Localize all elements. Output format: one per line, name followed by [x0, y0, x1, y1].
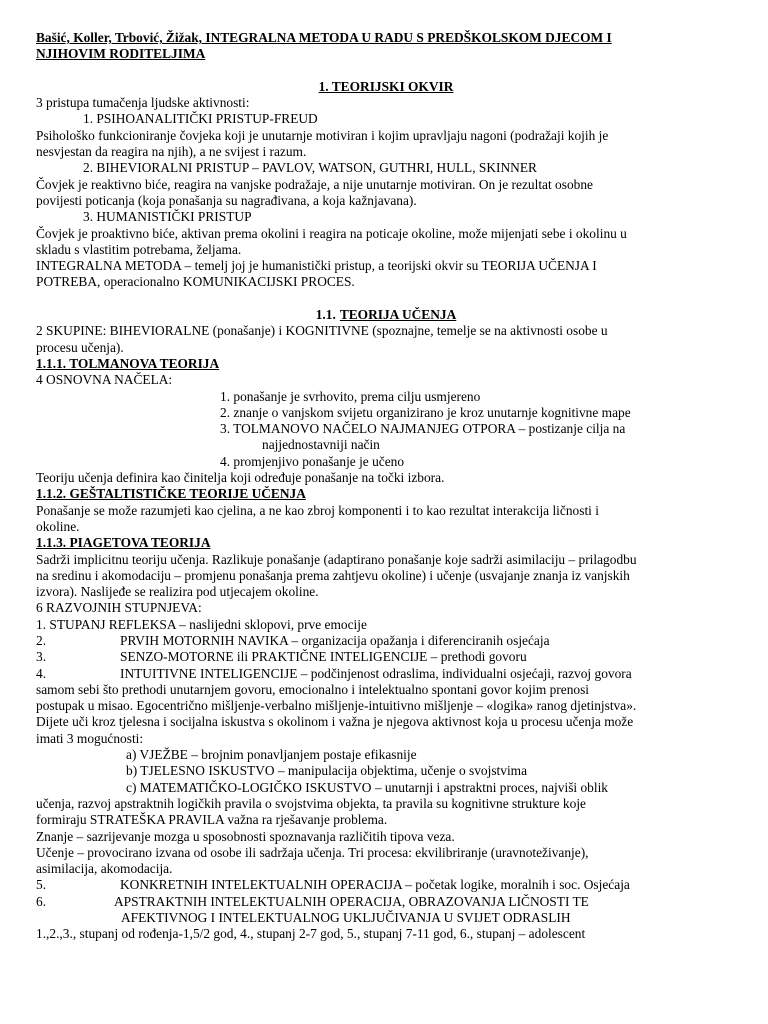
paragraph-line: 4 OSNOVNA NAČELA:	[36, 372, 173, 388]
list-item: 1. ponašanje je svrhovito, prema cilju usmjereno	[220, 388, 481, 404]
list-item: c) MATEMATIČKO-LOGIČKO ISKUSTVO – unutarnji i apstraktni proces, najviši oblik	[126, 779, 609, 795]
paragraph-line: 6 RAZVOJNIH STUPNJEVA:	[36, 600, 202, 616]
stage-number: 4.	[36, 665, 47, 681]
document-header-line-2: NJIHOVIM RODITELJIMA	[36, 46, 206, 62]
stage-text: INTUITIVNE INTELIGENCIJE – podčinjenost odraslima, individualni osjećaji, razvoj govora	[120, 665, 632, 681]
document-header-line-1: Bašić, Koller, Trbović, Žižak, INTEGRALNA METODA U RADU S PREDŠKOLSKOM DJECOM I	[36, 30, 612, 45]
paragraph-line: Ponašanje se može razumjeti kao cjelina, a ne kao zbroj komponenti i to kao rezultat interakcija ličnosti i	[36, 502, 599, 518]
paragraph-line: izvora). Naslijeđe se realizira pod utjecajem okoline.	[36, 584, 319, 600]
list-item: 2. znanje o vanjskom svijetu organizirano je kroz unutarnje kognitivne mape	[220, 404, 631, 420]
approach-title-humanisticki: 3. HUMANISTIČKI PRISTUP	[83, 209, 252, 225]
list-item: a) VJEŽBE – brojnim ponavljanjem postaje efikasnije	[126, 747, 417, 763]
paragraph-line: Znanje – sazrijevanje mozga u sposobnosti spoznavanja različitih tipova veza.	[36, 828, 455, 844]
paragraph-line: formiraju STRATEŠKA PRAVILA važna ra rješavanje problema.	[36, 812, 388, 828]
stage-text: APSTRAKTNIH INTELEKTUALNIH OPERACIJA, OBRAZOVANJA LIČNOSTI TE	[114, 893, 589, 909]
paragraph-line: Sadrži implicitnu teoriju učenja. Razlikuje ponašanje (adaptirano ponašanje koje sadrži asimilaciju – prilagodbu	[36, 551, 637, 567]
paragraph-line: nesvjestan da reagira na njih), a ne svijest i razum.	[36, 144, 307, 160]
paragraph-line: asimilacija, akomodacija.	[36, 861, 173, 877]
list-item-continuation: najjednostavniji način	[262, 437, 380, 453]
paragraph-line: 2 SKUPINE: BIHEVIORALNE (ponašanje) i KOGNITIVNE (spoznajne, temelje se na aktivnosti osobe u	[36, 323, 608, 339]
stage-number: 2.	[36, 632, 47, 648]
paragraph-line: Dijete uči kroz tjelesna i socijalna iskustva s okolinom i važna je njegova aktivnost koja u procesu učenja može	[36, 714, 634, 730]
paragraph-line: Čovjek je proaktivno biće, aktivan prema okolini i reagira na poticaje okoline, može mijenjati sebe i okolinu u	[36, 225, 627, 241]
stage-item	[36, 894, 736, 910]
paragraph-line: Učenje – provocirano izvana od osobe ili sadržaja učenja. Tri procesa: ekvilibriranje (uravnoteživanje),	[36, 844, 589, 860]
spacer	[36, 291, 736, 307]
stage-number: 5.	[36, 877, 47, 893]
approach-title-psihoanaliticki: 1. PSIHOANALITIČKI PRISTUP-FREUD	[83, 111, 318, 127]
section-title-tolmanova-teorija: 1.1.1. TOLMANOVA TEORIJA	[36, 355, 220, 371]
paragraph-line: 1.,2.,3., stupanj od rođenja-1,5/2 god, 4., stupanj 2-7 god, 5., stupanj 7-11 god, 6., stupanj – adolescent	[36, 926, 586, 942]
paragraph-line: skladu s vlastitim potrebama, željama.	[36, 241, 242, 257]
paragraph-line: učenja, razvoj apstraktnih logičkih pravila o svojstvima objekta, ta pravila su kognitivne strukture koje	[36, 795, 586, 811]
section-title-text: TEORIJA UČENJA	[339, 307, 457, 323]
stage-continuation: AFEKTIVNOG I INTELEKTUALNOG UKLJUČIVANJA U SVIJET ODRASLIH	[121, 910, 571, 926]
stage-number: 3.	[36, 649, 47, 665]
stage-item	[36, 877, 736, 893]
paragraph-line: samom sebi što prethodi unutarnjem govoru, emocionalno i intelektualno spontani govor kojim prenosi	[36, 681, 590, 697]
section-title-teorija-ucenja	[36, 307, 736, 323]
stage-item	[36, 633, 736, 649]
paragraph-line: 3 pristupa tumačenja ljudske aktivnosti:	[36, 95, 250, 111]
list-item: 3. TOLMANOVO NAČELO NAJMANJEG OTPORA – postizanje cilja na	[220, 421, 626, 437]
stage-text: PRVIH MOTORNIH NAVIKA – organizacija opažanja i diferenciranih osjećaja	[120, 632, 550, 648]
paragraph-line: Teoriju učenja definira kao činitelja koji određuje ponašanje na točki izbora.	[36, 470, 445, 486]
paragraph-line: povijesti poticanja (koja ponašanja su nagrađivana, a koja kažnjavana).	[36, 192, 417, 208]
paragraph-line: Čovjek je reaktivno biće, reagira na vanjske podražaje, a nije unutarnje motiviran. On je rezultat osobne	[36, 176, 593, 192]
stage-text: KONKRETNIH INTELEKTUALNIH OPERACIJA – početak logike, moralnih i soc. Osjećaja	[120, 877, 630, 893]
paragraph-line: na sredinu i akomodaciju – promjenu ponašanja prema zahtjevu okoline) i učenje (usvajanje znanja iz vanjskih	[36, 567, 630, 583]
paragraph-line: imati 3 mogućnosti:	[36, 730, 144, 746]
list-item: 4. promjenjivo ponašanje je učeno	[220, 453, 405, 469]
paragraph-line: Psihološko funkcioniranje čovjeka koji je unutarnje motiviran i kojim upravljaju nagoni (podražaji kojih je	[36, 127, 609, 143]
document-page	[36, 30, 736, 943]
stage-item	[36, 666, 736, 682]
spacer	[36, 63, 736, 79]
section-title-piagetova-teorija: 1.1.3. PIAGETOVA TEORIJA	[36, 535, 211, 551]
paragraph-line: INTEGRALNA METODA – temelj joj je humanistički pristup, a teorijski okvir su TEORIJA UČENJA I	[36, 258, 597, 274]
stage-item	[36, 649, 736, 665]
paragraph-line: okoline.	[36, 518, 80, 534]
paragraph-line: POTREBA, operacionalno KOMUNIKACIJSKI PROCES.	[36, 274, 355, 290]
paragraph-line: postupak u misao. Egocentrično mišljenje-verbalno mišljenje-intuitivno mišljenje – «logika» ranog djetinjstva».	[36, 698, 637, 714]
stage-text: SENZO-MOTORNE ili PRAKTIČNE INTELIGENCIJE – prethodi govoru	[120, 649, 527, 665]
section-title-gestaltisticke-teorije: 1.1.2. GEŠTALTISTIČKE TEORIJE UČENJA	[36, 486, 306, 502]
list-item: b) TJELESNO ISKUSTVO – manipulacija objektima, učenje o svojstvima	[126, 763, 528, 779]
stage-number: 6.	[36, 893, 47, 909]
section-title-teorijski-okvir: 1. TEORIJSKI OKVIR	[318, 78, 454, 94]
paragraph-line: procesu učenja).	[36, 339, 124, 355]
section-number: 1.1.	[315, 307, 336, 323]
approach-title-bihevioralni: 2. BIHEVIORALNI PRISTUP – PAVLOV, WATSON, GUTHRI, HULL, SKINNER	[83, 160, 537, 176]
stage-item: 1. STUPANJ REFLEKSA – naslijedni sklopovi, prve emocije	[36, 616, 367, 632]
